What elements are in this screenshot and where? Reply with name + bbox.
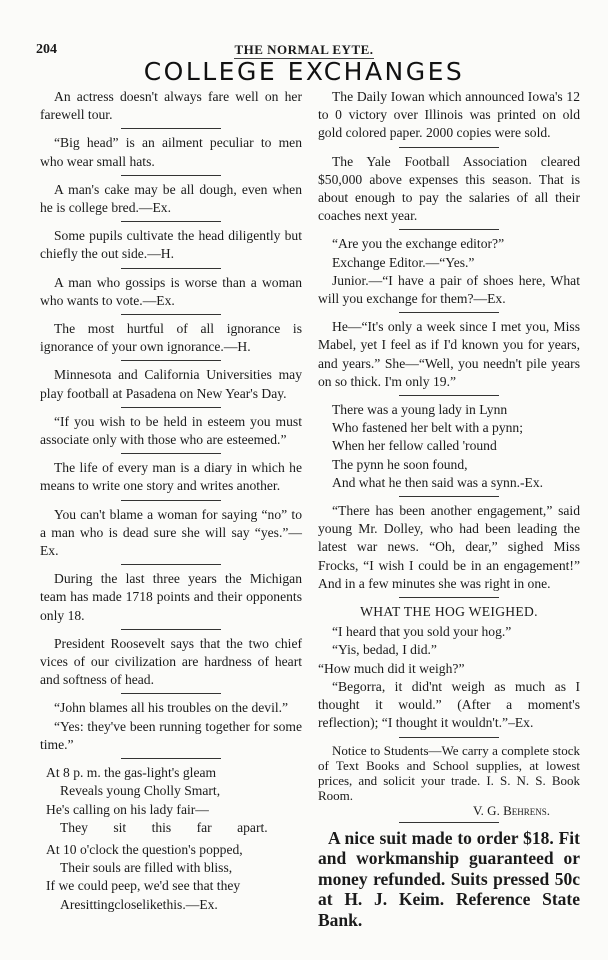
poem-stanza-2: At 10 o'clock the question's popped, Their souls are filled with bliss, If we could peep, we'd see that they Aresittingcloselikethis.—Ex. — [46, 841, 243, 912]
exchange-item: During the last three years the Michigan team has made 1718 points and their opponents only 18. — [40, 571, 302, 623]
exchange-item: A man who gossips is worse than a woman who wants to vote.—Ex. — [40, 274, 302, 308]
divider-rule — [399, 229, 499, 230]
exchange-item: President Roosevelt says that the two chief vices of our civilization are hardness of heart and softness of head. — [40, 635, 302, 688]
exchange-item: The most hurtful of all ignorance is ignorance of your own ignorance.—H. — [40, 321, 302, 355]
exchange-item: You can't blame a woman for saying “no” to a man who is dead sure she will say “yes.”—Ex. — [40, 506, 302, 559]
divider-rule — [121, 629, 221, 630]
divider-rule — [121, 175, 221, 176]
divider-rule — [121, 314, 221, 315]
exchange-item: “If you wish to be held in esteem you must associate only with those who are esteemed.” — [40, 413, 302, 448]
exchange-item: The Daily Iowan which announced Iowa's 12 to 0 victory over Illinois was printed on old gold colored paper. 2000 copies were sold. — [318, 89, 580, 141]
left-column — [40, 88, 302, 914]
divider-rule — [121, 758, 221, 759]
tailor-advertisement: A nice suit made to order $18. Fit and workmanship guaranteed or money refunded. Suits pressed 50c at H. J. Keim. Reference State Bank. — [318, 827, 580, 930]
exchange-item: An actress doesn't always fare well on her farewell tour. — [40, 89, 302, 123]
divider-rule — [121, 407, 221, 408]
divider-rule — [121, 564, 221, 565]
exchange-item: Some pupils cultivate the head diligently but chiefly the out side.—H. — [40, 228, 302, 262]
divider-rule — [399, 395, 499, 396]
divider-rule — [399, 597, 499, 598]
divider-rule — [121, 360, 221, 361]
exchange-item: He—“It's only a week since I met you, Miss Mabel, yet I feel as if I'd known you for years, and years.” She—“Well, you needn't pile years on so thick. I'm only 19.” — [318, 319, 580, 389]
right-column — [318, 88, 580, 930]
exchange-item: “There has been another engagement,” said young Mr. Dolley, who had been leading the latest war news. “Oh, dear,” sighed Miss Frocks, “I wish I could be in an engagement!” And in a few minutes she was right in one. — [318, 503, 580, 591]
section-title: COLLEGE EXCHANGES — [143, 57, 465, 86]
exchange-editor-dialogue: “Are you the exchange editor?” Exchange Editor.—“Yes.” Junior.—“I have a pair of shoes here, What will you exchange for them?—Ex. — [318, 236, 580, 307]
divider-rule — [121, 693, 221, 694]
limerick: There was a young lady in Lynn Who fastened her belt with a pynn; When her fellow called 'round The pynn he soon found, And what he then said was a synn.-Ex. — [332, 402, 544, 490]
journal-title: THE NORMAL EYTE. — [234, 42, 374, 57]
divider-rule — [399, 496, 499, 497]
divider-rule — [399, 822, 499, 823]
divider-rule — [399, 737, 499, 738]
poem-stanza-1: At 8 p. m. the gas-light's gleam Reveals young Cholly Smart, He's calling on his lady fair— They sit this far apart. — [46, 765, 268, 835]
exchange-item: A man's cake may be all dough, even when he is college bred.—Ex. — [40, 181, 302, 216]
hog-heading: WHAT THE HOG WEIGHED. — [360, 604, 538, 620]
exchange-item: “Big head” is an ailment peculiar to men who wear small hats. — [40, 135, 302, 169]
devil-dialogue: “John blames all his troubles on the devil.” “Yes: they've been running together for some time.” — [40, 700, 302, 752]
divider-rule — [121, 268, 221, 269]
exchange-item: Minnesota and California Universities may play football at Pasadena on New Year's Day. — [40, 367, 302, 401]
notice-signature: V. G. Behrens. — [472, 802, 550, 818]
exchange-item: The life of every man is a diary in which he means to write one story and writes another. — [40, 460, 302, 494]
exchange-item: The Yale Football Association cleared $50,000 above expenses this season. That is about enough to pay the salaries of all their coaches next year. — [318, 153, 580, 224]
divider-rule — [399, 312, 499, 313]
divider-rule — [121, 500, 221, 501]
page-number: 204 — [36, 42, 57, 57]
divider-rule — [399, 147, 499, 148]
divider-rule — [121, 221, 221, 222]
hog-dialogue: “I heard that you sold your hog.” “Yis, bedad, I did.” “How much did it weigh?” “Begorra, it did'nt weigh as much as I thought it would.” (After a moment's reflection); “I thought it wouldn't.”–Ex. — [318, 624, 580, 731]
bookroom-notice: Notice to Students—We carry a complete stock of Text Books and School supplies, at lowest prices, and solicit your trade. I. S. N. S. Book Room. V. G. Behrens. — [318, 742, 580, 818]
divider-rule — [121, 128, 221, 129]
divider-rule — [121, 453, 221, 454]
